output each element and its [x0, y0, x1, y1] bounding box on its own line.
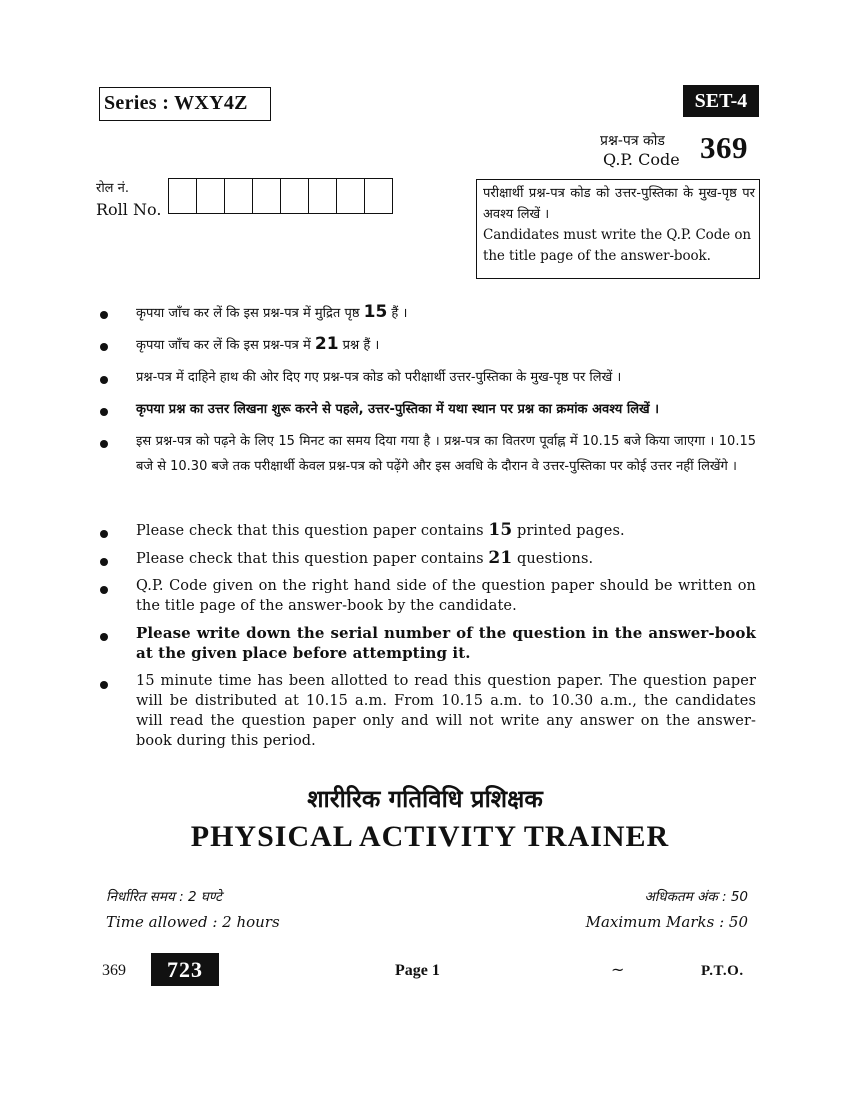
- set-badge: SET-4: [683, 85, 759, 117]
- instruction-text: इस प्रश्न-पत्र को पढ़ने के लिए 15 मिनट का समय दिया गया है । प्रश्न-पत्र का वितरण पूर्वाह्न में 10.15 बजे किया जाएगा । 10.15 बजे से 10.30 बजे तक परीक्षार्थी केवल प्रश्न-पत्र को पढ़ेंगे और इस अवधि के दौरान वे उत्तर-पुस्तिका पर कोई उत्तर नहीं लिखेंगे ।: [136, 434, 756, 474]
- instruction-text: प्रश्न-पत्र में दाहिने हाथ की ओर दिए गए प्रश्न-पत्र कोड को परीक्षार्थी उत्तर-पुस्तिका के मुख-पृष्ठ पर लिखें ।: [136, 370, 622, 385]
- bullet-icon: [100, 586, 108, 594]
- qp-code-value: 369: [700, 130, 748, 165]
- instruction-text: Please check that this question paper contains 15 printed pages.: [136, 520, 625, 540]
- series-label: Series : WXY4Z: [99, 87, 271, 121]
- instruction-text: कृपया जाँच कर लें कि इस प्रश्न-पत्र में 21 प्रश्न हैं ।: [136, 334, 380, 354]
- roll-number-grid[interactable]: [168, 178, 393, 214]
- instruction-text: कृपया प्रश्न का उत्तर लिखना शुरू करने से पहले, उत्तर-पुस्तिका में यथा स्थान पर प्रश्न का क्रमांक अवश्य लिखें ।: [136, 402, 660, 417]
- roll-number-cell[interactable]: [365, 178, 393, 214]
- qp-code-notice-box: [476, 179, 760, 279]
- subject-title-hindi: शारीरिक गतिविधि प्रशिक्षक: [307, 785, 543, 813]
- page-number: Page 1: [395, 962, 440, 979]
- roll-number-label: Roll No.: [96, 200, 162, 219]
- roll-number-cell[interactable]: [253, 178, 281, 214]
- roll-number-cell[interactable]: [309, 178, 337, 214]
- instruction-text: 15 minute time has been allotted to read this question paper. The question paper will be distributed at 10.15 a.m. From 10.15 a.m. to 10.30 a.m., the candidates will read the question paper only and will not write any answer on the answer-book during this period.: [136, 673, 756, 749]
- subject-title: PHYSICAL ACTIVITY TRAINER: [190, 820, 670, 853]
- roll-number-cell[interactable]: [337, 178, 365, 214]
- please-turn-over: P.T.O.: [701, 963, 744, 979]
- qp-code-label: Q.P. Code: [603, 150, 680, 169]
- maximum-marks: Maximum Marks : 50: [585, 913, 748, 931]
- notice-hindi-text: परीक्षार्थी प्रश्न-पत्र कोड को उत्तर-पुस्तिका के मुख-पृष्ठ पर अवश्य लिखें ।: [483, 186, 755, 222]
- footer-tilde: ~: [611, 960, 625, 979]
- bullet-icon: [100, 343, 108, 351]
- footer-paper-code-badge: 723: [151, 953, 219, 986]
- maximum-marks-hindi: अधिकतम अंक : 50: [644, 889, 748, 905]
- roll-number-cell[interactable]: [225, 178, 253, 214]
- roll-number-cell[interactable]: [197, 178, 225, 214]
- notice-english-text: Candidates must write the Q.P. Code on the title page of the answer-book.: [483, 227, 751, 264]
- roll-number-cell[interactable]: [169, 178, 197, 214]
- bullet-icon: [100, 530, 108, 538]
- instruction-text: Please check that this question paper contains 21 questions.: [136, 548, 594, 568]
- bullet-icon: [100, 633, 108, 641]
- roll-number-hindi-label: रोल नं.: [96, 181, 129, 196]
- bullet-icon: [100, 408, 108, 416]
- bullet-icon: [100, 558, 108, 566]
- time-allowed: Time allowed : 2 hours: [106, 913, 280, 931]
- qp-code-hindi-label: प्रश्न-पत्र कोड: [600, 133, 665, 149]
- roll-number-cell[interactable]: [281, 178, 309, 214]
- bullet-icon: [100, 311, 108, 319]
- bullet-icon: [100, 681, 108, 689]
- footer-qp-code: 369: [102, 962, 126, 979]
- instruction-text: कृपया जाँच कर लें कि इस प्रश्न-पत्र में मुद्रित पृष्ठ 15 हैं ।: [136, 302, 408, 322]
- bullet-icon: [100, 440, 108, 448]
- bullet-icon: [100, 376, 108, 384]
- instruction-text: Q.P. Code given on the right hand side of the question paper should be written on the title page of the answer-book by the candidate.: [136, 578, 756, 614]
- instruction-text: Please write down the serial number of the question in the answer-book at the given place before attempting it.: [136, 624, 756, 662]
- time-allowed-hindi: निर्धारित समय : 2 घण्टे: [106, 889, 222, 905]
